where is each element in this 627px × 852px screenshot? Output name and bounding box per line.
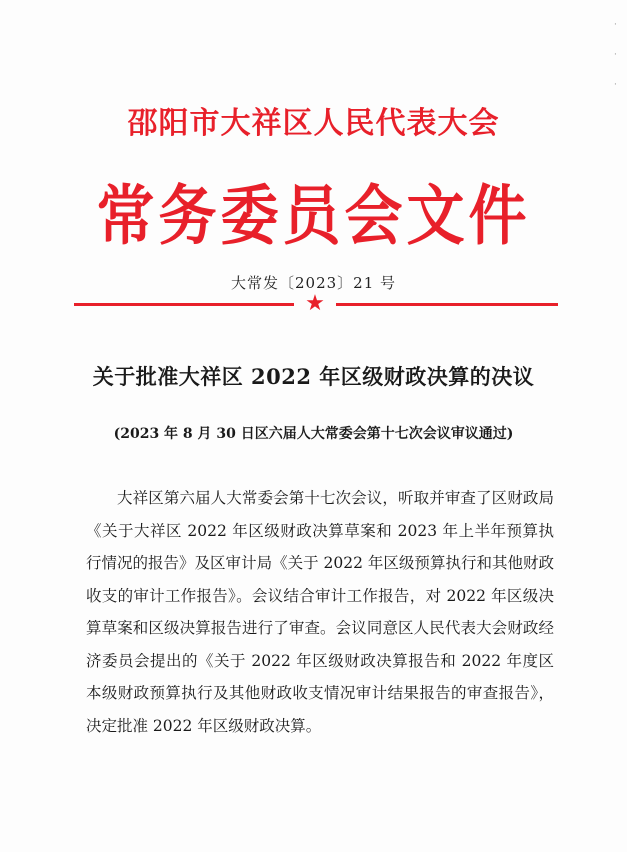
binding-mark: · [614,50,617,60]
binding-mark: · [614,20,617,30]
star-icon: ★ [305,291,325,316]
body-paragraph: 大祥区第六届人大常委会第十七次会议，听取并审查了区财政局《关于大祥区 2022 年区级财政决算草案和 2023 年上半年预算执行情况的报告》及区审计局《关于 2022 年区级预算执行和其他财政收支的审计工作报告》。会议结合审计工作报告，对 2022 年区级决算草案和区级决算报告进行了审查。会议同意区人民代表大会财政经济委员会提出的《关于 2022 年区级财政决算报告和 2022 年度区本级财政预算执行及其他财政收支情况审计结果报告的审查报告》，决定批准 2022 年区级财政决算。 [86,489,554,735]
document-number: 大常发〔2023〕21 号 [230,274,397,292]
issuer-name: 邵阳市大祥区人民代表大会 [127,106,500,141]
binding-mark: · [614,80,617,90]
document-title: 关于批准大祥区 2022 年区级财政决算的决议 [92,364,535,389]
document-header-title: 常务委员会文件 [96,177,531,254]
red-divider-right [336,303,558,306]
adoption-note: (2023 年 8 月 30 日区六届人大常委会第十七次会议审议通过) [113,426,514,442]
red-divider-left [74,303,294,306]
